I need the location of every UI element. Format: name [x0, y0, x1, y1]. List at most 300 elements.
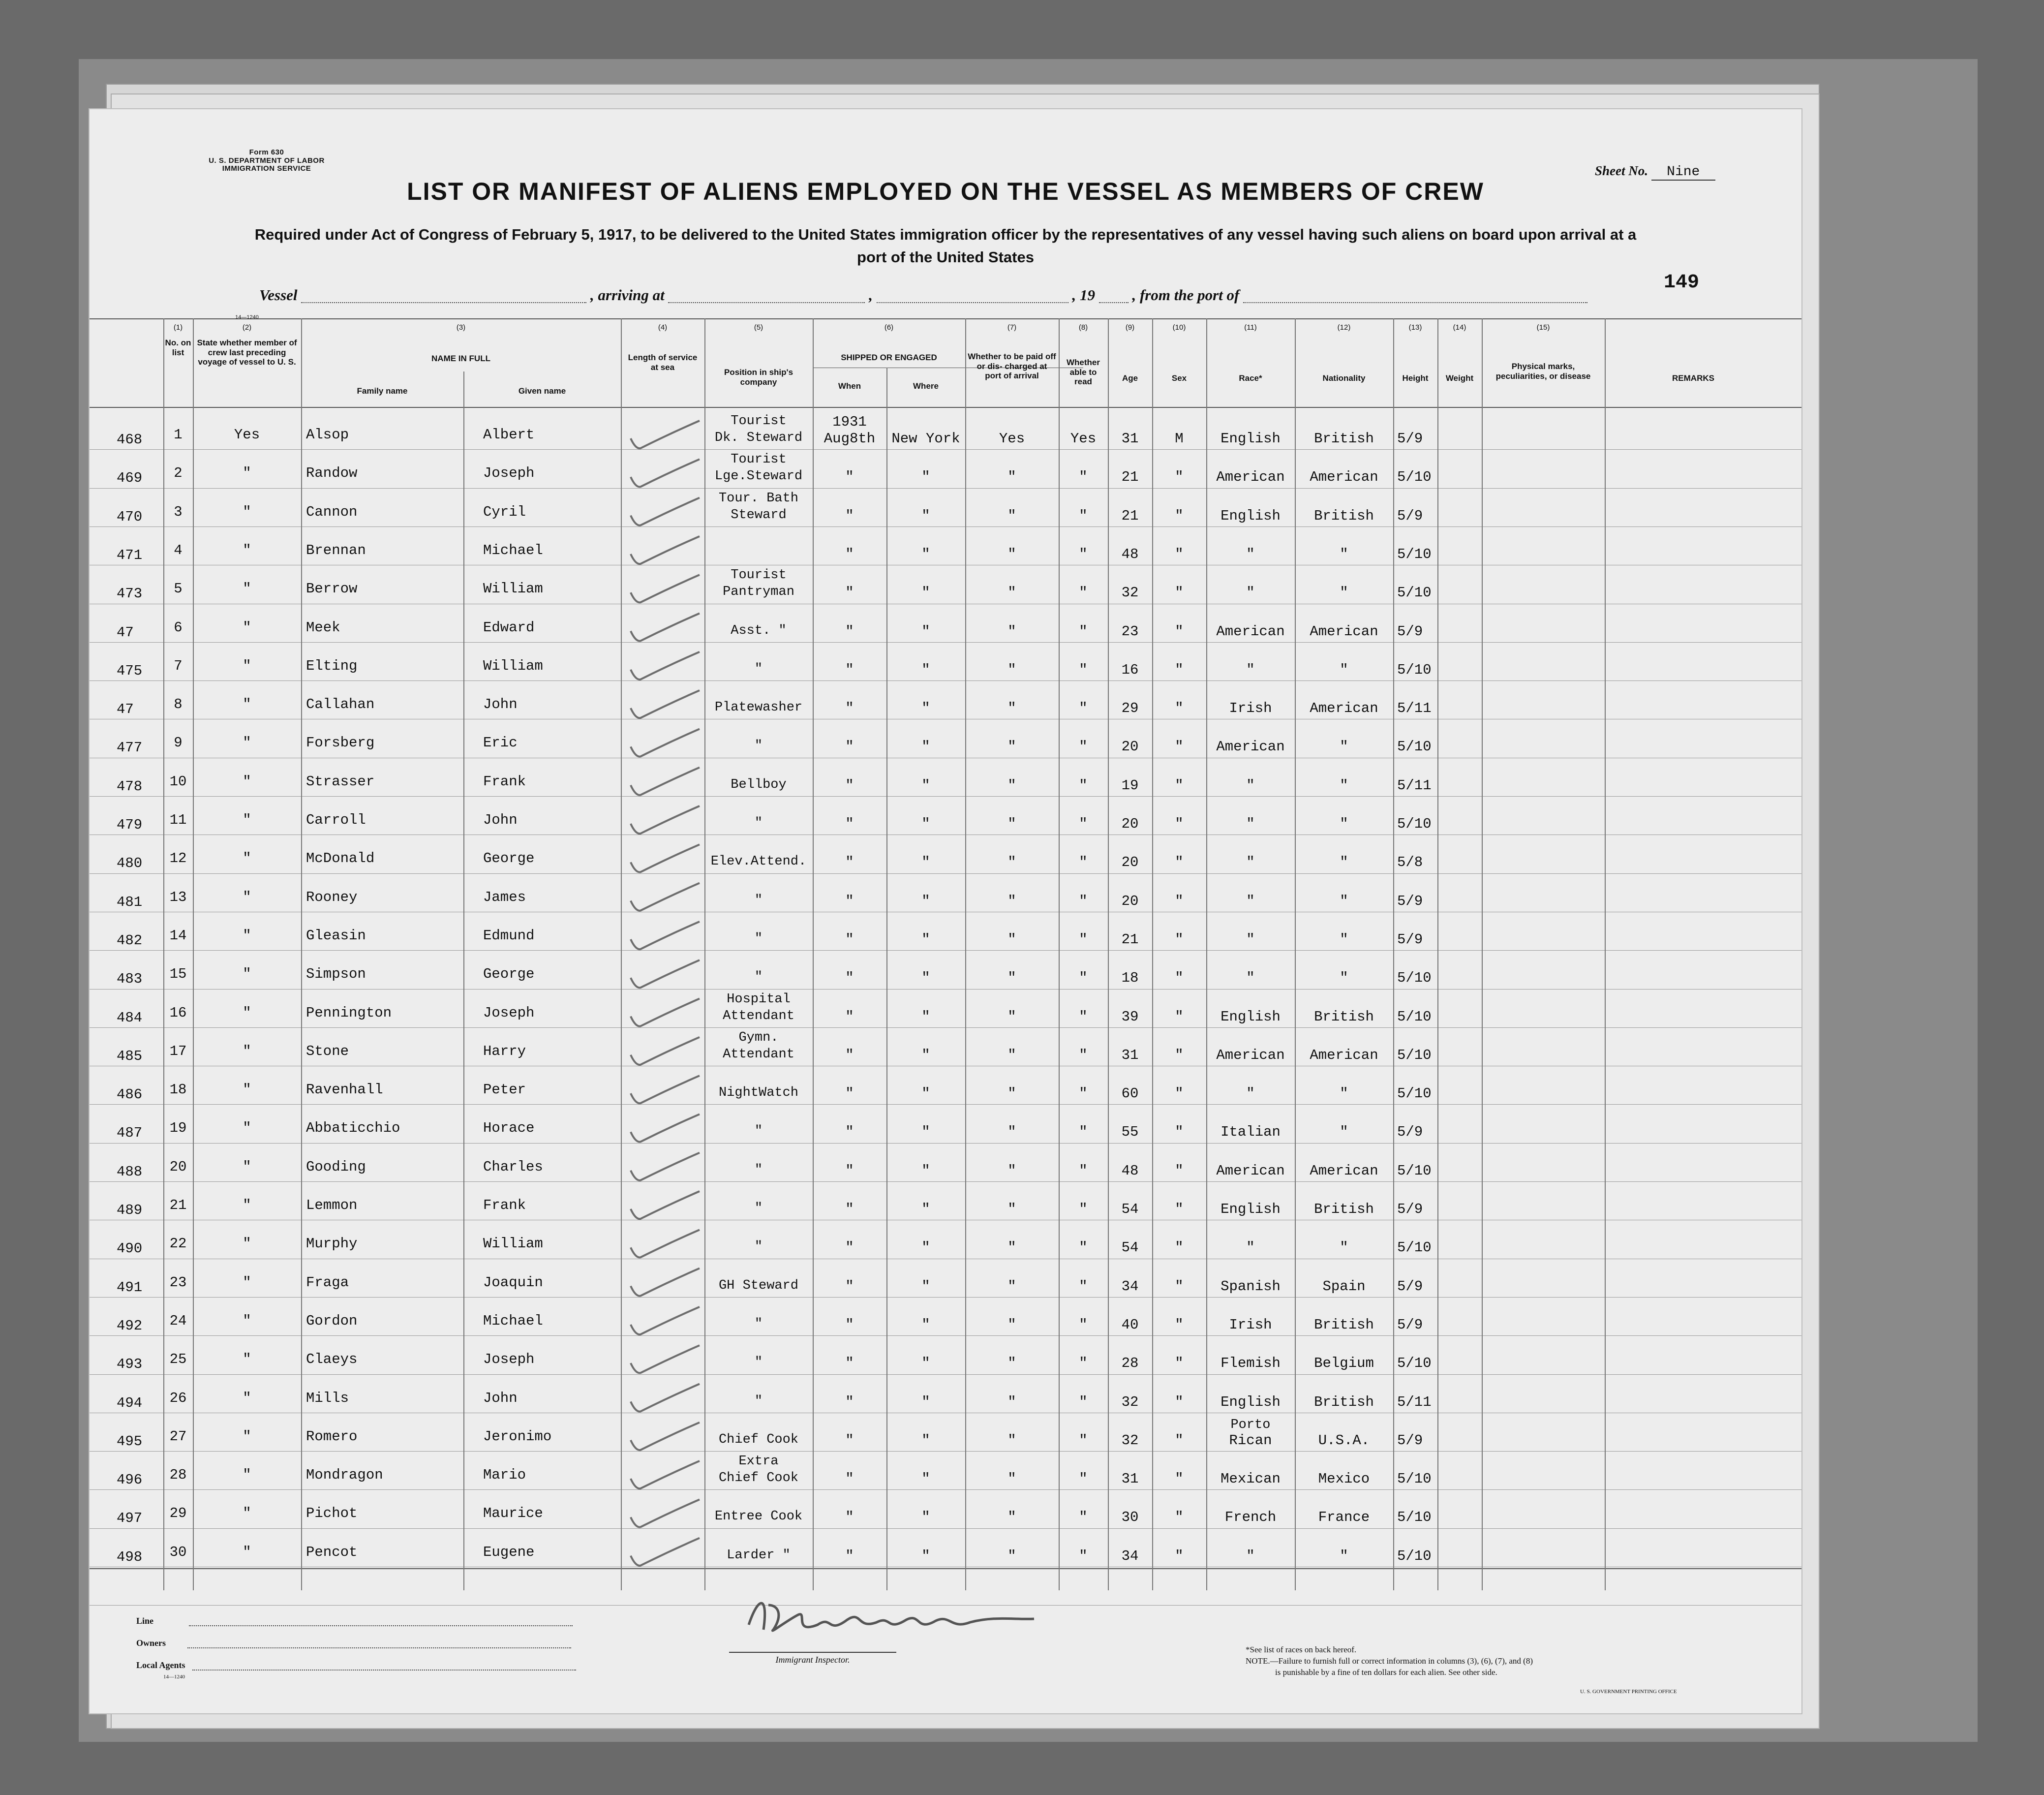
- given-name-value: Michael: [483, 1312, 543, 1329]
- col-num-2: (2): [242, 323, 252, 332]
- date-field: [877, 290, 1068, 303]
- prior-voyage-value: ": [243, 1467, 251, 1484]
- shipped-when-line-2: ": [845, 1509, 854, 1526]
- shipped-when-line-2: ": [845, 546, 854, 562]
- able-to-read-value: ": [1079, 816, 1088, 832]
- prior-voyage-value: Yes: [234, 427, 260, 443]
- height-value: 5/10: [1397, 546, 1432, 562]
- shipped-when-line-2: ": [845, 1547, 854, 1564]
- row-number: 15: [169, 966, 187, 983]
- subtitle-line-2: port of the United States: [857, 248, 1034, 266]
- position-line-2: Lge.Steward: [714, 469, 803, 484]
- manifest-line-number: 47: [117, 701, 134, 718]
- able-to-read-value: ": [1079, 1278, 1088, 1295]
- page-subtitle: [149, 223, 1742, 269]
- age-value: 31: [1121, 1047, 1139, 1063]
- service-check-mark: [631, 1269, 700, 1296]
- height-value: 5/11: [1397, 777, 1432, 794]
- row-number: 20: [169, 1158, 187, 1175]
- able-to-read-value: ": [1079, 970, 1088, 987]
- shipped-where-value: New York: [891, 431, 960, 447]
- height-value: 5/9: [1397, 1124, 1423, 1141]
- given-name-value: Cyril: [483, 503, 526, 520]
- age-value: 34: [1121, 1547, 1139, 1564]
- col-num-1: (1): [173, 323, 183, 332]
- row-number: 21: [169, 1197, 187, 1213]
- nationality-value: ": [1340, 585, 1348, 601]
- crew-table: [90, 314, 1801, 1590]
- nationality-value: ": [1340, 816, 1348, 832]
- service-check-mark: [631, 1423, 700, 1450]
- race-value: ": [1246, 1085, 1255, 1102]
- col-num-12: (12): [1337, 323, 1351, 332]
- shipped-when-line-1: 1931: [832, 414, 867, 430]
- shipped-where-value: ": [921, 1162, 930, 1179]
- manifest-line-number: 481: [117, 894, 143, 910]
- nationality-value: ": [1340, 931, 1348, 948]
- manifest-line-number: 490: [117, 1240, 143, 1257]
- shipped-where-value: ": [921, 1124, 930, 1141]
- sheet-number-label: Sheet No.: [1595, 163, 1648, 178]
- height-value: 5/8: [1397, 854, 1423, 871]
- age-value: 54: [1121, 1201, 1139, 1217]
- header-no-on-list: No. on list: [165, 338, 191, 357]
- prior-voyage-value: ": [243, 503, 251, 520]
- service-check-mark: [631, 883, 700, 911]
- age-value: 60: [1121, 1085, 1139, 1102]
- service-check-mark: [631, 999, 700, 1026]
- col-num-15: (15): [1536, 323, 1550, 332]
- service-check-mark: [631, 459, 700, 487]
- owners-field: [136, 1638, 571, 1648]
- height-value: 5/10: [1397, 1162, 1432, 1179]
- sex-value: ": [1175, 970, 1184, 987]
- shipped-where-value: ": [921, 893, 930, 909]
- prior-voyage-value: ": [243, 1274, 251, 1291]
- family-name-value: Brennan: [306, 542, 366, 558]
- manifest-line-number: 478: [117, 778, 143, 795]
- sex-value: ": [1175, 1316, 1184, 1333]
- nationality-value: British: [1314, 1008, 1374, 1025]
- header-name-in-full: NAME IN FULL: [431, 354, 490, 363]
- port-label: , from the port of: [1132, 286, 1240, 304]
- col-num-11: (11): [1244, 323, 1257, 332]
- prior-voyage-value: ": [243, 619, 251, 636]
- position-line-2: Chief Cook: [718, 1432, 799, 1447]
- paid-off-value: ": [1007, 854, 1016, 871]
- row-number: 9: [174, 735, 183, 751]
- height-value: 5/10: [1397, 1008, 1432, 1025]
- position-line-2: ": [754, 661, 763, 677]
- given-name-value: Eric: [483, 735, 518, 751]
- page-stamp-number: 149: [1664, 272, 1700, 294]
- paid-off-value: ": [1007, 469, 1016, 486]
- able-to-read-value: ": [1079, 1008, 1088, 1025]
- age-value: 29: [1121, 700, 1139, 717]
- position-line-2: ": [754, 970, 763, 985]
- service-check-mark: [631, 1461, 700, 1488]
- sex-value: ": [1175, 546, 1184, 562]
- nationality-value: British: [1314, 431, 1374, 447]
- header-height: Height: [1402, 373, 1429, 383]
- nationality-value: U.S.A.: [1318, 1432, 1370, 1449]
- height-value: 5/10: [1397, 739, 1432, 755]
- row-number: 22: [169, 1236, 187, 1252]
- paid-off-value: ": [1007, 1547, 1016, 1564]
- shipped-where-value: ": [921, 970, 930, 987]
- family-name-value: Strasser: [306, 773, 375, 790]
- header-shipped-engaged: SHIPPED OR ENGAGED: [841, 353, 937, 362]
- able-to-read-value: ": [1079, 1316, 1088, 1333]
- height-value: 5/10: [1397, 1355, 1432, 1372]
- col-num-3: (3): [456, 323, 466, 332]
- sex-value: ": [1175, 739, 1184, 755]
- sex-value: ": [1175, 1278, 1184, 1295]
- col-num-9: (9): [1125, 323, 1135, 332]
- manifest-line-number: 479: [117, 817, 143, 833]
- position-line-2: ": [754, 1239, 763, 1255]
- sex-value: ": [1175, 1547, 1184, 1564]
- position-line-1: Extra: [738, 1454, 779, 1469]
- race-value: ": [1246, 931, 1255, 948]
- nationality-value: American: [1310, 469, 1378, 486]
- able-to-read-value: ": [1079, 700, 1088, 717]
- able-to-read-value: ": [1079, 585, 1088, 601]
- race-value: English: [1220, 1393, 1281, 1410]
- height-value: 5/11: [1397, 700, 1432, 717]
- able-to-read-value: ": [1079, 1432, 1088, 1449]
- paid-off-value: ": [1007, 739, 1016, 755]
- race-value: ": [1246, 661, 1255, 678]
- family-name-value: Lemmon: [306, 1197, 358, 1213]
- family-name-value: Gooding: [306, 1158, 366, 1175]
- shipped-where-value: ": [921, 507, 930, 524]
- height-value: 5/10: [1397, 469, 1432, 486]
- position-line-2: ": [754, 1355, 763, 1370]
- header-physical-marks: Physical marks, peculiarities, or disease: [1495, 362, 1591, 381]
- race-line-1: Porto: [1230, 1417, 1271, 1432]
- line-blank: [189, 1625, 573, 1626]
- age-value: 20: [1121, 893, 1139, 909]
- row-number: 25: [169, 1351, 187, 1368]
- nationality-value: American: [1310, 700, 1378, 717]
- shipped-when-line-2: ": [845, 1162, 854, 1179]
- manifest-line-number: 489: [117, 1202, 143, 1218]
- shipped-where-value: ": [921, 700, 930, 717]
- nationality-value: ": [1340, 970, 1348, 987]
- height-value: 5/10: [1397, 1085, 1432, 1102]
- nationality-value: ": [1340, 739, 1348, 755]
- race-value: ": [1246, 970, 1255, 987]
- height-value: 5/11: [1397, 1393, 1432, 1410]
- paid-off-value: ": [1007, 1085, 1016, 1102]
- height-value: 5/9: [1397, 1201, 1423, 1217]
- paid-off-value: ": [1007, 1278, 1016, 1295]
- age-value: 21: [1121, 469, 1139, 486]
- position-line-2: GH Steward: [718, 1278, 799, 1293]
- height-value: 5/10: [1397, 1509, 1432, 1526]
- service-check-mark: [631, 1538, 700, 1566]
- given-name-value: Frank: [483, 1197, 526, 1213]
- vessel-field: [301, 290, 586, 303]
- family-name-value: Pennington: [306, 1004, 392, 1021]
- shipped-when-line-2: ": [845, 1393, 854, 1410]
- age-value: 23: [1121, 623, 1139, 640]
- family-name-value: Meek: [306, 619, 340, 636]
- prior-voyage-value: ": [243, 773, 251, 790]
- able-to-read-value: ": [1079, 1509, 1088, 1526]
- nationality-value: ": [1340, 854, 1348, 871]
- owners-blank: [187, 1647, 571, 1648]
- row-number: 11: [169, 812, 187, 828]
- family-name-value: Claeys: [306, 1351, 358, 1368]
- row-number: 24: [169, 1312, 187, 1329]
- position-line-2: Steward: [731, 507, 787, 523]
- col-num-13: (13): [1408, 323, 1422, 332]
- age-value: 18: [1121, 970, 1139, 987]
- height-value: 5/10: [1397, 661, 1432, 678]
- able-to-read-value: ": [1079, 739, 1088, 755]
- height-value: 5/9: [1397, 1432, 1423, 1449]
- service-check-mark: [631, 1191, 700, 1219]
- form-identifier: [163, 149, 370, 173]
- able-to-read-value: ": [1079, 1393, 1088, 1410]
- row-number: 23: [169, 1274, 187, 1291]
- given-name-value: George: [483, 850, 535, 867]
- race-value: ": [1246, 1547, 1255, 1564]
- manifest-line-number: 469: [117, 470, 143, 487]
- vessel-label: Vessel: [259, 286, 298, 304]
- manifest-line-number: 480: [117, 855, 143, 872]
- age-value: 21: [1121, 507, 1139, 524]
- position-line-2: ": [754, 816, 763, 831]
- col-num-4: (4): [658, 323, 668, 332]
- age-value: 31: [1121, 431, 1139, 447]
- family-name-value: Gleasin: [306, 927, 366, 944]
- given-name-value: Edward: [483, 619, 535, 636]
- service-check-mark: [631, 1345, 700, 1373]
- prior-voyage-value: ": [243, 966, 251, 983]
- given-name-value: Peter: [483, 1082, 526, 1098]
- paid-off-value: ": [1007, 1047, 1016, 1063]
- prior-voyage-value: ": [243, 1158, 251, 1175]
- shipped-when-line-2: ": [845, 854, 854, 871]
- row-number: 12: [169, 850, 187, 867]
- paid-off-value: ": [1007, 585, 1016, 601]
- shipped-when-line-2: ": [845, 739, 854, 755]
- able-to-read-value: ": [1079, 1355, 1088, 1372]
- shipped-when-line-2: ": [845, 816, 854, 832]
- row-number: 2: [174, 465, 183, 482]
- paid-off-value: ": [1007, 1471, 1016, 1487]
- prior-voyage-value: ": [243, 696, 251, 713]
- height-value: 5/9: [1397, 931, 1423, 948]
- col-num-7: (7): [1007, 323, 1017, 332]
- nationality-value: British: [1314, 1316, 1374, 1333]
- sex-value: ": [1175, 1432, 1184, 1449]
- row-number: 18: [169, 1082, 187, 1098]
- sex-value: ": [1175, 700, 1184, 717]
- position-line-2: Bellboy: [731, 777, 787, 792]
- sheet-number-value: Nine: [1651, 164, 1715, 181]
- prior-voyage-value: ": [243, 581, 251, 597]
- service-check-mark: [631, 652, 700, 680]
- race-value: English: [1220, 1008, 1281, 1025]
- prior-voyage-value: ": [243, 812, 251, 828]
- sex-value: ": [1175, 507, 1184, 524]
- given-name-value: Horace: [483, 1120, 535, 1137]
- able-to-read-value: ": [1079, 469, 1088, 486]
- prior-voyage-value: ": [243, 1544, 251, 1560]
- position-line-2: Attendant: [723, 1008, 794, 1023]
- row-number: 6: [174, 619, 183, 636]
- nationality-value: ": [1340, 661, 1348, 678]
- paid-off-value: ": [1007, 1008, 1016, 1025]
- age-value: 20: [1121, 854, 1139, 871]
- agents-code: 14—1240: [163, 1674, 185, 1680]
- service-check-mark: [631, 690, 700, 718]
- manifest-line-number: 488: [117, 1163, 143, 1180]
- nationality-value: ": [1340, 1239, 1348, 1256]
- shipped-where-value: ": [921, 1471, 930, 1487]
- shipped-when-line-2: ": [845, 469, 854, 486]
- service-check-mark: [631, 614, 700, 641]
- paid-off-value: ": [1007, 1239, 1016, 1256]
- paid-off-value: ": [1007, 623, 1016, 640]
- shipped-when-line-2: ": [845, 1471, 854, 1487]
- manifest-line-number: 486: [117, 1086, 143, 1103]
- shipped-when-line-2: ": [845, 623, 854, 640]
- manifest-line-number: 493: [117, 1356, 143, 1373]
- note-races: *See list of races on back hereof.: [1246, 1645, 1357, 1654]
- service-name: IMMIGRATION SERVICE: [222, 164, 311, 173]
- vessel-line: Vessel , arriving at , , 19 , from the port of: [259, 286, 1587, 304]
- nationality-value: ": [1340, 546, 1348, 562]
- able-to-read-value: ": [1079, 1239, 1088, 1256]
- arriving-field: [668, 290, 865, 303]
- paid-off-value: ": [1007, 1201, 1016, 1217]
- manifest-line-number: 494: [117, 1394, 143, 1411]
- row-number: 4: [174, 542, 183, 558]
- age-value: 28: [1121, 1355, 1139, 1372]
- row-number: 17: [169, 1043, 187, 1059]
- given-name-value: John: [483, 812, 518, 828]
- row-number: 13: [169, 889, 187, 905]
- sex-value: M: [1175, 431, 1184, 447]
- header-able-read: Whether able to read: [1067, 358, 1100, 387]
- able-to-read-value: ": [1079, 1047, 1088, 1063]
- prior-voyage-value: ": [243, 850, 251, 867]
- prior-voyage-value: ": [243, 927, 251, 944]
- service-check-mark: [631, 768, 700, 795]
- position-line-2: Larder ": [727, 1547, 791, 1563]
- department-name: U. S. DEPARTMENT OF LABOR: [209, 156, 325, 165]
- position-line-2: ": [754, 1124, 763, 1139]
- footer-notes: [1246, 1644, 1533, 1678]
- header-given-name: Given name: [518, 386, 566, 396]
- service-check-mark: [631, 922, 700, 949]
- shipped-where-value: ": [921, 1316, 930, 1333]
- prior-voyage-value: ": [243, 1505, 251, 1522]
- sex-value: ": [1175, 931, 1184, 948]
- race-value: Irish: [1229, 1316, 1272, 1333]
- sex-value: ": [1175, 1471, 1184, 1487]
- able-to-read-value: Yes: [1070, 431, 1097, 447]
- service-check-mark: [631, 1037, 700, 1065]
- position-line-2: Dk. Steward: [714, 431, 803, 445]
- age-value: 32: [1121, 585, 1139, 601]
- form-number: Form 630: [249, 148, 284, 156]
- inspector-label: Immigrant Inspector.: [729, 1652, 896, 1665]
- family-name-value: Mondragon: [306, 1467, 383, 1484]
- family-name-value: Elting: [306, 657, 358, 674]
- position-line-1: Tour. Bath: [718, 491, 799, 506]
- header-when: When: [838, 381, 861, 391]
- sex-value: ": [1175, 893, 1184, 909]
- nationality-value: Belgium: [1314, 1355, 1374, 1372]
- row-number: 19: [169, 1120, 187, 1137]
- given-name-value: George: [483, 966, 535, 983]
- line-label: Line: [136, 1616, 154, 1626]
- note-penalty-2: is punishable by a fine of ten dollars for each alien. See other side.: [1275, 1667, 1497, 1677]
- header-sex: Sex: [1171, 373, 1187, 383]
- shipped-when-line-2: Aug8th: [824, 431, 876, 447]
- nationality-value: British: [1314, 1201, 1374, 1217]
- service-check-mark: [631, 536, 700, 564]
- paid-off-value: ": [1007, 1432, 1016, 1449]
- family-name-value: Carroll: [306, 812, 366, 828]
- nationality-value: ": [1340, 1085, 1348, 1102]
- nationality-value: ": [1340, 893, 1348, 909]
- nationality-value: American: [1310, 1162, 1378, 1179]
- age-value: 39: [1121, 1008, 1139, 1025]
- age-value: 34: [1121, 1278, 1139, 1295]
- nationality-value: American: [1310, 1047, 1378, 1063]
- agents-blank: [192, 1670, 576, 1671]
- shipped-where-value: ": [921, 739, 930, 755]
- shipped-where-value: ": [921, 1085, 930, 1102]
- service-check-mark: [631, 844, 700, 872]
- paid-off-value: ": [1007, 893, 1016, 909]
- manifest-line-number: 492: [117, 1317, 143, 1334]
- header-length-service: Length of service at sea: [628, 353, 698, 372]
- shipped-when-line-2: ": [845, 700, 854, 717]
- height-value: 5/9: [1397, 431, 1423, 447]
- given-name-value: Frank: [483, 773, 526, 790]
- col-num-10: (10): [1172, 323, 1186, 332]
- col-num-5: (5): [754, 323, 763, 332]
- sex-value: ": [1175, 1239, 1184, 1256]
- sex-value: ": [1175, 1047, 1184, 1063]
- position-line-2: Platewasher: [714, 700, 803, 715]
- height-value: 5/10: [1397, 1239, 1432, 1256]
- family-name-value: McDonald: [306, 850, 375, 867]
- service-check-mark: [631, 806, 700, 834]
- race-value: Irish: [1229, 700, 1272, 717]
- sex-value: ": [1175, 777, 1184, 794]
- given-name-value: Joseph: [483, 1351, 535, 1368]
- header-state-whether: State whether member of crew last preceding voyage of vessel to U. S.: [197, 338, 297, 367]
- family-name-value: Murphy: [306, 1236, 358, 1252]
- given-name-value: Albert: [483, 427, 535, 443]
- able-to-read-value: ": [1079, 1201, 1088, 1217]
- family-name-value: Rooney: [306, 889, 358, 905]
- able-to-read-value: ": [1079, 1085, 1088, 1102]
- race-value: English: [1220, 1201, 1281, 1217]
- position-line-1: Tourist: [731, 568, 787, 583]
- sex-value: ": [1175, 1509, 1184, 1526]
- nationality-value: ": [1340, 1547, 1348, 1564]
